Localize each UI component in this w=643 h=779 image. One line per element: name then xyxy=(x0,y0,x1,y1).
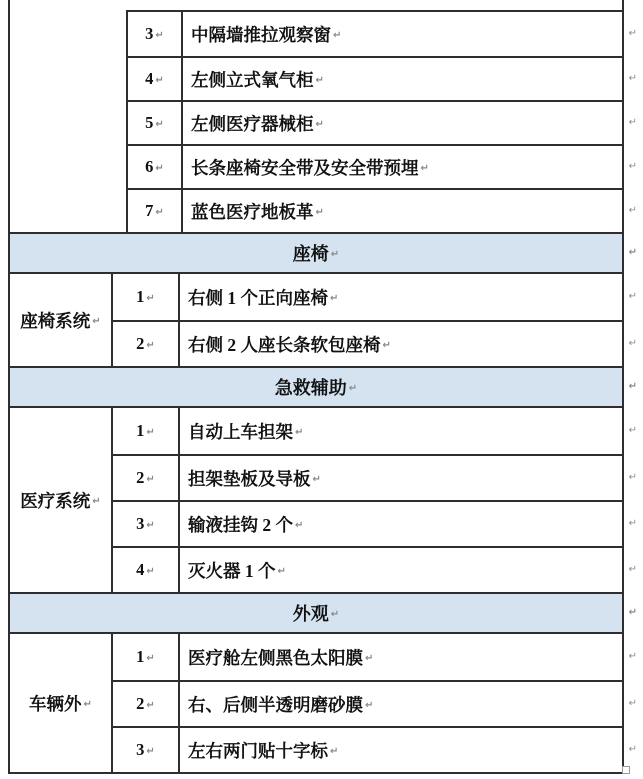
section-header-row xyxy=(10,592,637,634)
paragraph-mark-icon: ↵ xyxy=(420,163,429,174)
row-description: 右、后侧半透明磨砂膜 xyxy=(188,694,363,715)
row-description: 蓝色医疗地板革 xyxy=(191,201,314,222)
paragraph-mark-icon: ↵ xyxy=(155,30,164,41)
table-row xyxy=(113,408,637,454)
section-header-label: 外观 xyxy=(292,604,329,624)
paragraph-mark-icon: ↵ xyxy=(146,653,155,664)
table-section xyxy=(10,408,637,592)
row-number-cell xyxy=(128,12,183,56)
section-rows xyxy=(111,274,637,366)
row-description-cell xyxy=(180,728,622,772)
section-rows xyxy=(111,634,637,772)
paragraph-mark-icon: ↵ xyxy=(277,566,286,577)
row-end-mark-icon: ↵ xyxy=(628,425,637,436)
table-row xyxy=(128,144,637,188)
row-end-mark-icon: ↵ xyxy=(628,247,637,258)
table-row xyxy=(113,680,637,726)
table-row xyxy=(113,634,637,680)
row-description-cell xyxy=(183,146,622,188)
section-header-row xyxy=(10,232,637,274)
row-end-mark-icon: ↵ xyxy=(628,117,637,128)
row-description-cell xyxy=(180,548,622,592)
row-end-mark-icon: ↵ xyxy=(628,161,637,172)
row-end-mark-icon: ↵ xyxy=(628,518,637,529)
paragraph-mark-icon: ↵ xyxy=(146,293,155,304)
row-description: 右侧 1 个正向座椅 xyxy=(188,287,328,308)
row-description-cell xyxy=(183,102,622,144)
table-row xyxy=(128,188,637,232)
row-number: 7 xyxy=(145,201,154,220)
paragraph-mark-icon: ↵ xyxy=(146,340,155,351)
table-end-square-mark xyxy=(622,766,630,774)
row-description-cell xyxy=(180,456,622,500)
row-end-mark-icon: ↵ xyxy=(628,205,637,216)
row-end-mark-icon: ↵ xyxy=(628,651,637,662)
row-description: 右侧 2 人座长条软包座椅 xyxy=(188,334,381,355)
paragraph-mark-icon: ↵ xyxy=(315,75,324,86)
row-number-cell xyxy=(113,682,180,726)
row-description: 灭火器 1 个 xyxy=(188,560,276,581)
row-description-cell xyxy=(183,190,622,232)
row-number: 4 xyxy=(136,560,145,579)
table-section xyxy=(10,10,637,232)
table-row xyxy=(113,546,637,592)
paragraph-mark-icon: ↵ xyxy=(155,75,164,86)
row-description: 输液挂钩 2 个 xyxy=(188,514,293,535)
row-number: 6 xyxy=(145,157,154,176)
paragraph-mark-icon: ↵ xyxy=(146,566,155,577)
row-description-cell xyxy=(183,12,622,56)
row-end-mark-icon: ↵ xyxy=(628,607,637,618)
row-number: 1 xyxy=(136,287,145,306)
row-end-mark-icon: ↵ xyxy=(628,73,637,84)
category-label: 车辆外 xyxy=(29,693,82,714)
paragraph-mark-icon: ↵ xyxy=(348,383,358,394)
table-section xyxy=(10,274,637,366)
paragraph-mark-icon: ↵ xyxy=(92,316,101,327)
row-number: 2 xyxy=(136,468,145,487)
row-end-mark-icon: ↵ xyxy=(628,291,637,302)
section-rows xyxy=(111,408,637,592)
paragraph-mark-icon: ↵ xyxy=(382,340,391,351)
row-description-cell xyxy=(180,408,622,454)
row-description: 左右两门贴十字标 xyxy=(188,740,328,761)
row-number: 3 xyxy=(145,24,154,43)
row-description-cell xyxy=(180,682,622,726)
row-end-mark-icon: ↵ xyxy=(628,564,637,575)
table-row xyxy=(113,454,637,500)
row-number: 3 xyxy=(136,514,145,533)
category-cell xyxy=(10,634,111,772)
row-number: 5 xyxy=(145,113,154,132)
row-number-cell xyxy=(113,634,180,680)
row-description: 担架垫板及导板 xyxy=(188,468,311,489)
row-description-cell xyxy=(180,634,622,680)
row-number-cell xyxy=(113,274,180,320)
row-end-mark-icon: ↵ xyxy=(628,744,637,755)
paragraph-mark-icon: ↵ xyxy=(155,207,164,218)
paragraph-mark-icon: ↵ xyxy=(315,207,324,218)
row-end-mark-icon: ↵ xyxy=(628,28,637,39)
row-description-cell xyxy=(180,274,622,320)
section-header-label: 急救辅助 xyxy=(274,378,347,398)
paragraph-mark-icon: ↵ xyxy=(295,520,304,531)
row-description: 左侧医疗器械柜 xyxy=(191,113,314,134)
row-number-cell xyxy=(128,102,183,144)
paragraph-mark-icon: ↵ xyxy=(315,119,324,130)
paragraph-mark-icon: ↵ xyxy=(155,119,164,130)
row-description: 自动上车担架 xyxy=(188,421,293,442)
row-end-mark-icon: ↵ xyxy=(628,338,637,349)
table-row xyxy=(113,726,637,772)
paragraph-mark-icon: ↵ xyxy=(330,249,340,260)
table-row xyxy=(113,274,637,320)
paragraph-mark-icon: ↵ xyxy=(330,609,340,620)
row-number: 2 xyxy=(136,334,145,353)
row-end-mark-icon: ↵ xyxy=(628,698,637,709)
category-label: 座椅系统 xyxy=(20,310,91,331)
category-cell xyxy=(10,10,126,232)
paragraph-mark-icon: ↵ xyxy=(312,474,321,485)
row-end-mark-icon: ↵ xyxy=(628,381,637,392)
paragraph-mark-icon: ↵ xyxy=(83,699,92,710)
table-row xyxy=(128,12,637,56)
paragraph-mark-icon: ↵ xyxy=(146,474,155,485)
spec-table xyxy=(8,0,637,774)
paragraph-mark-icon: ↵ xyxy=(330,746,339,757)
row-number-cell xyxy=(113,728,180,772)
paragraph-mark-icon: ↵ xyxy=(146,520,155,531)
paragraph-mark-icon: ↵ xyxy=(146,427,155,438)
paragraph-mark-icon: ↵ xyxy=(365,700,374,711)
row-description-cell xyxy=(183,58,622,100)
row-number-cell xyxy=(113,408,180,454)
paragraph-mark-icon: ↵ xyxy=(365,653,374,664)
row-description-cell xyxy=(180,322,622,366)
paragraph-mark-icon: ↵ xyxy=(92,496,101,507)
row-number-cell xyxy=(113,548,180,592)
row-number-cell xyxy=(128,58,183,100)
row-description: 医疗舱左侧黑色太阳膜 xyxy=(188,647,363,668)
row-description: 长条座椅安全带及安全带预埋 xyxy=(191,157,419,178)
paragraph-mark-icon: ↵ xyxy=(333,30,342,41)
table-section xyxy=(10,634,637,772)
section-rows xyxy=(126,10,637,232)
row-number-cell xyxy=(128,190,183,232)
row-number: 1 xyxy=(136,647,145,666)
row-number: 1 xyxy=(136,421,145,440)
paragraph-mark-icon: ↵ xyxy=(146,700,155,711)
paragraph-mark-icon: ↵ xyxy=(295,427,304,438)
category-label: 医疗系统 xyxy=(20,490,91,511)
table-row xyxy=(113,500,637,546)
row-number: 3 xyxy=(136,740,145,759)
row-end-mark-icon: ↵ xyxy=(628,472,637,483)
section-header-label: 座椅 xyxy=(292,244,329,264)
row-number: 2 xyxy=(136,694,145,713)
category-cell xyxy=(10,274,111,366)
paragraph-mark-icon: ↵ xyxy=(155,163,164,174)
category-cell xyxy=(10,408,111,592)
table-row xyxy=(128,56,637,100)
section-header-row xyxy=(10,366,637,408)
row-number-cell xyxy=(113,502,180,546)
row-number-cell xyxy=(113,322,180,366)
row-description: 中隔墙推拉观察窗 xyxy=(191,24,331,45)
paragraph-mark-icon: ↵ xyxy=(330,293,339,304)
row-number-cell xyxy=(128,146,183,188)
row-description: 左侧立式氧气柜 xyxy=(191,69,314,90)
table-row xyxy=(113,320,637,366)
paragraph-mark-icon: ↵ xyxy=(146,746,155,757)
table-row xyxy=(128,100,637,144)
row-number: 4 xyxy=(145,69,154,88)
row-number-cell xyxy=(113,456,180,500)
row-description-cell xyxy=(180,502,622,546)
